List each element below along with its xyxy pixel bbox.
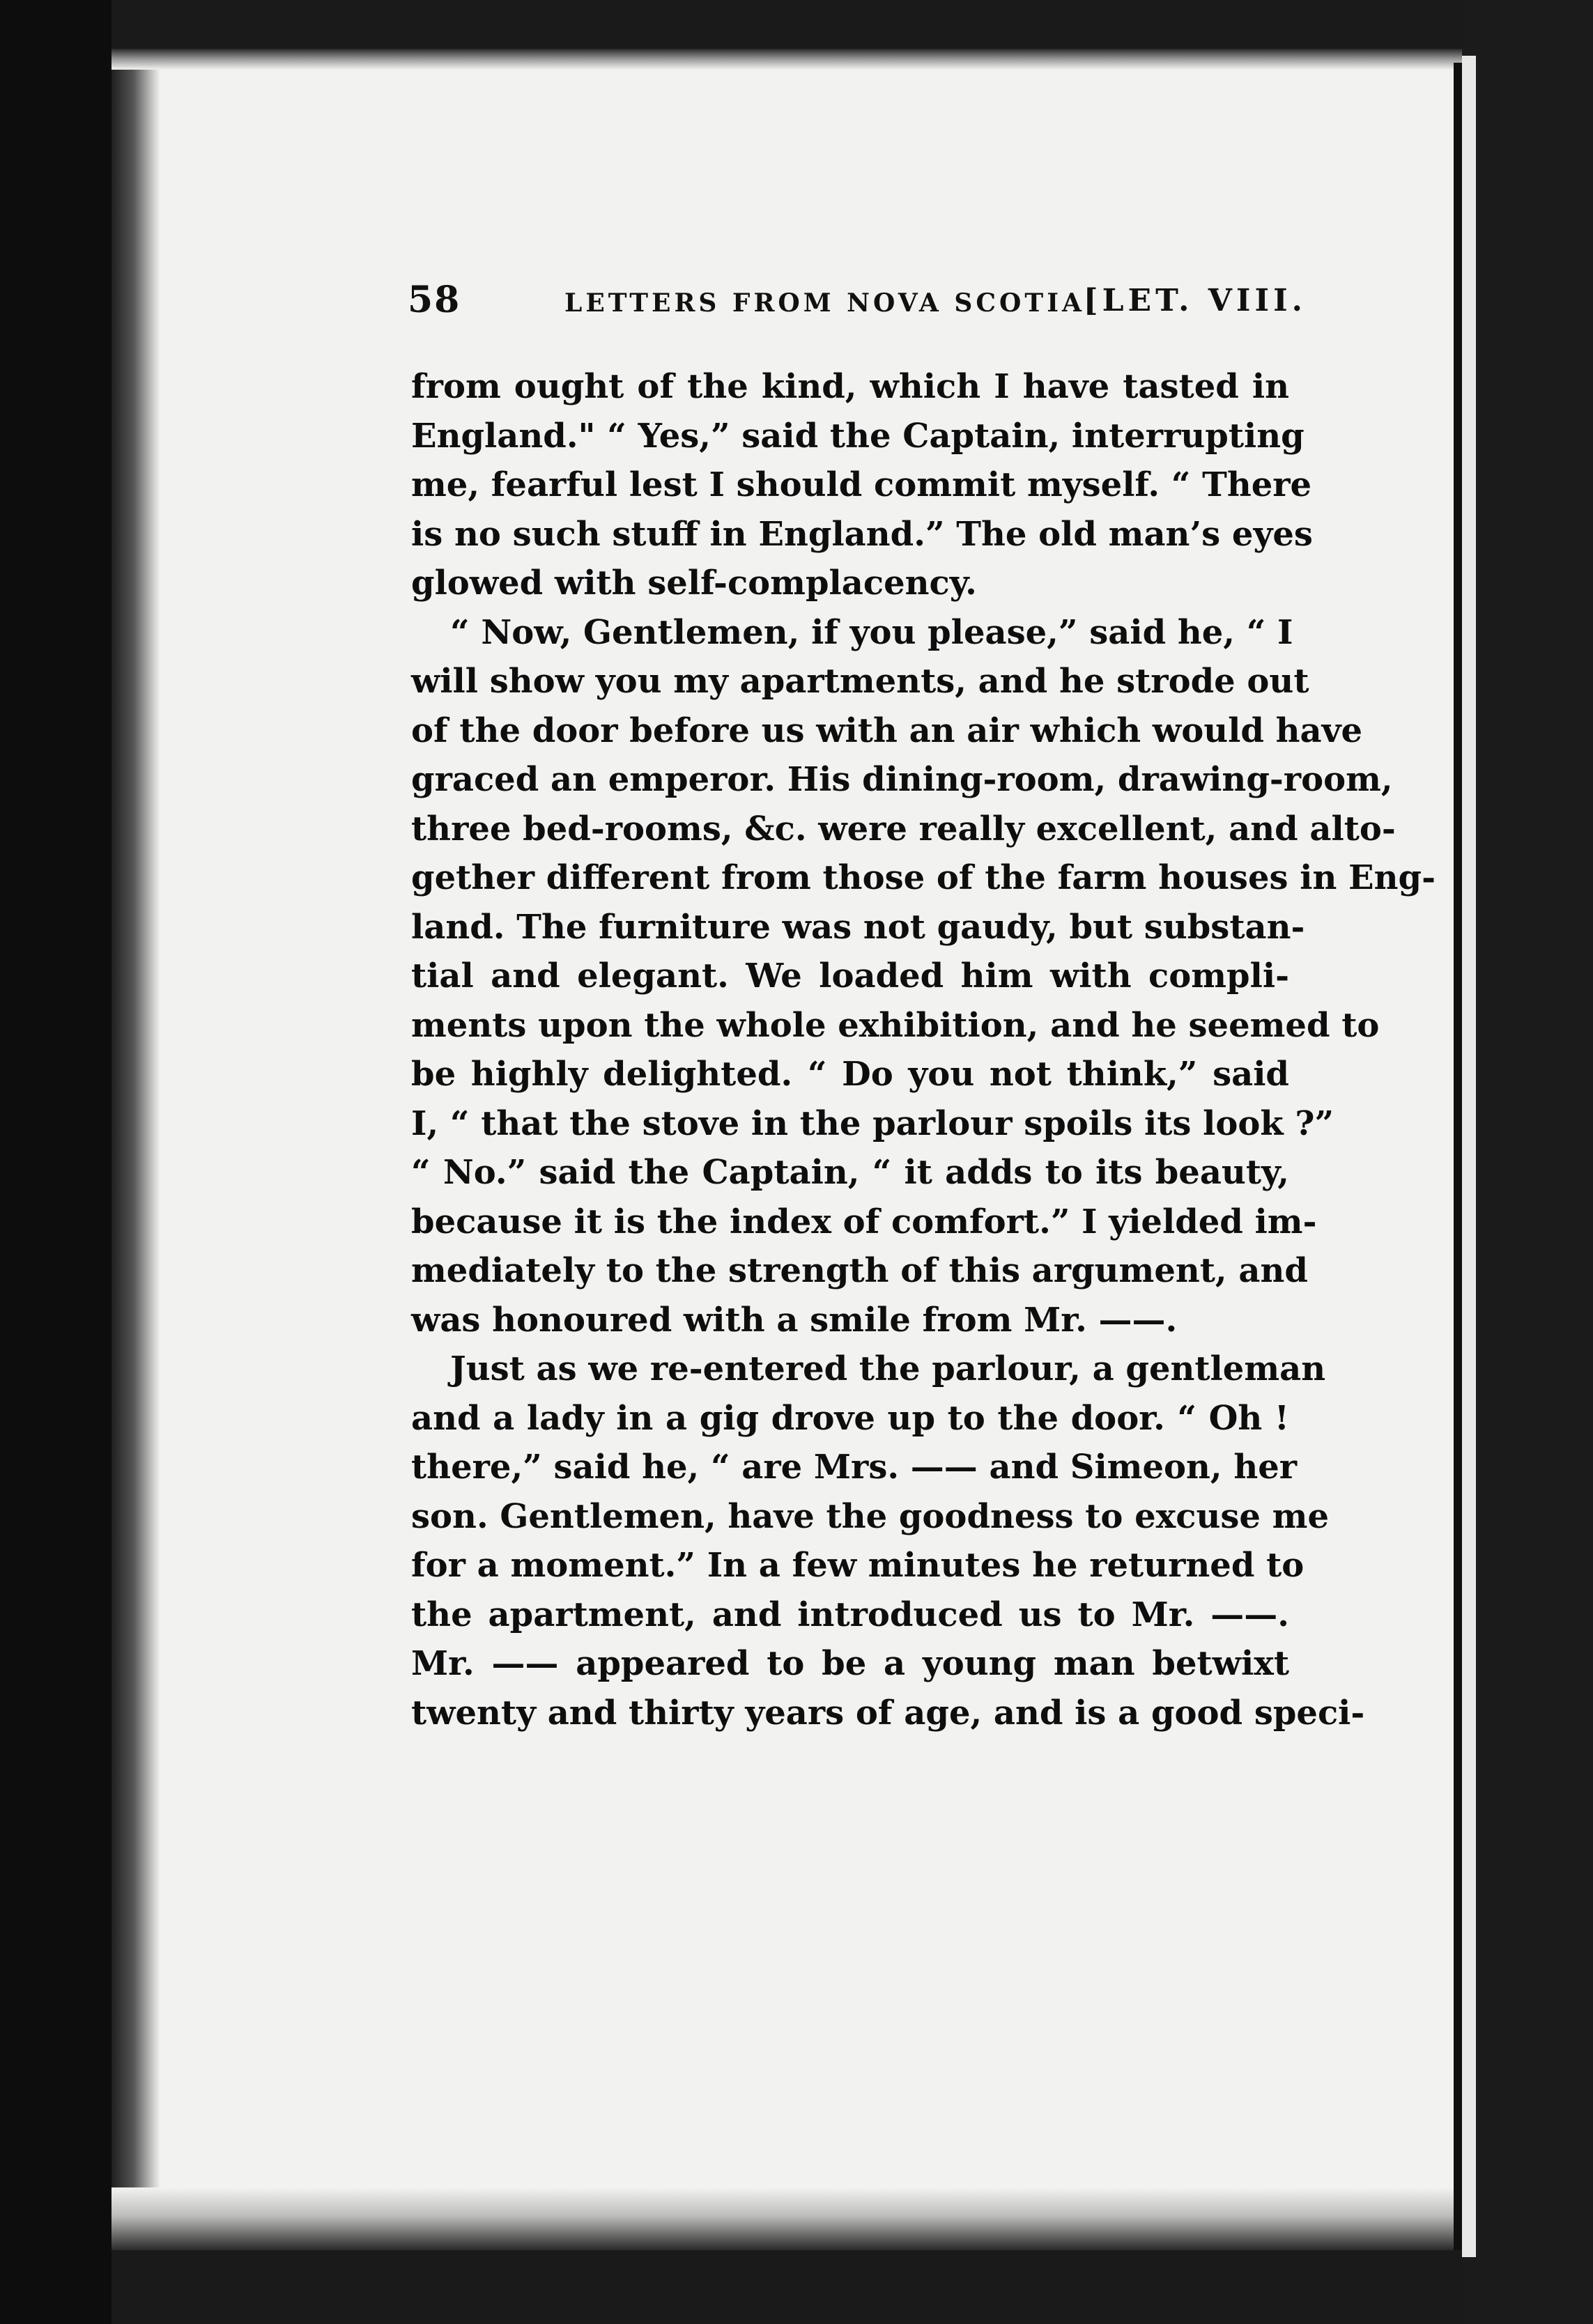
- letter-number: [LET. VIII.: [1083, 283, 1307, 318]
- text-line: “ Now, Gentlemen, if you please,” said he, “ I: [450, 612, 1293, 652]
- text-line: England." “ Yes,” said the Captain, interrupting: [411, 416, 1305, 456]
- text-line: gether different from those of the farm houses in Eng-: [411, 858, 1436, 897]
- adjacent-page-edge: [1462, 56, 1476, 2257]
- text-line: of the door before us with an air which would have: [411, 711, 1363, 750]
- text-line: there,” said he, “ are Mrs. —— and Simeon, her: [411, 1448, 1298, 1487]
- running-head: [408, 279, 1321, 327]
- text-line: be highly delighted. “ Do you not think,” said: [411, 1055, 1289, 1094]
- text-line: I, “ that the stove in the parlour spoils its look ?”: [411, 1103, 1334, 1143]
- text-line: graced an emperor. His dining-room, drawing-room,: [411, 760, 1393, 799]
- text-line: the apartment, and introduced us to Mr. ——.: [411, 1595, 1289, 1634]
- text-line: son. Gentlemen, have the goodness to excuse me: [411, 1496, 1329, 1536]
- scan-right-margin: [1462, 0, 1593, 2324]
- text-line: because it is the index of comfort.” I yielded im-: [411, 1202, 1317, 1241]
- text-line: mediately to the strength of this argument, and: [411, 1251, 1308, 1290]
- running-title: LETTERS FROM NOVA SCOTIA: [564, 288, 1085, 318]
- text-line: for a moment.” In a few minutes he returned to: [411, 1546, 1305, 1585]
- text-line: land. The furniture was not gaudy, but substan-: [411, 907, 1305, 947]
- page-number: 58: [408, 279, 461, 321]
- text-line: was honoured with a smile from Mr. ——.: [411, 1300, 1178, 1340]
- text-line: Mr. —— appeared to be a young man betwixt: [411, 1644, 1289, 1683]
- text-line: will show you my apartments, and he strode out: [411, 662, 1309, 701]
- body-text: [411, 362, 1436, 1737]
- page-gutter-shadow: [111, 49, 160, 2250]
- text-line: ments upon the whole exhibition, and he seemed to: [411, 1005, 1380, 1045]
- text-line: Just as we re-entered the parlour, a gentleman: [450, 1349, 1326, 1388]
- text-line: three bed-rooms, &c. were really excellent, and alto-: [411, 809, 1396, 849]
- scan-left-margin: [0, 0, 111, 2324]
- text-line: and a lady in a gig drove up to the door. “ Oh !: [411, 1398, 1289, 1438]
- page-right-rule: [1454, 63, 1462, 2250]
- page-bottom-edge: [111, 2187, 1462, 2250]
- text-line: me, fearful lest I should commit myself. “ There: [411, 465, 1312, 504]
- text-line: from ought of the kind, which I have tasted in: [411, 367, 1289, 406]
- text-line: tial and elegant. We loaded him with compli-: [411, 956, 1289, 996]
- text-line: “ No.” said the Captain, “ it adds to its beauty,: [411, 1153, 1289, 1192]
- page-top-edge: [111, 49, 1462, 70]
- text-line: glowed with self-complacency.: [411, 564, 977, 603]
- text-line: is no such stuff in England.” The old man’s eyes: [411, 514, 1313, 554]
- text-line: twenty and thirty years of age, and is a good speci-: [411, 1693, 1365, 1733]
